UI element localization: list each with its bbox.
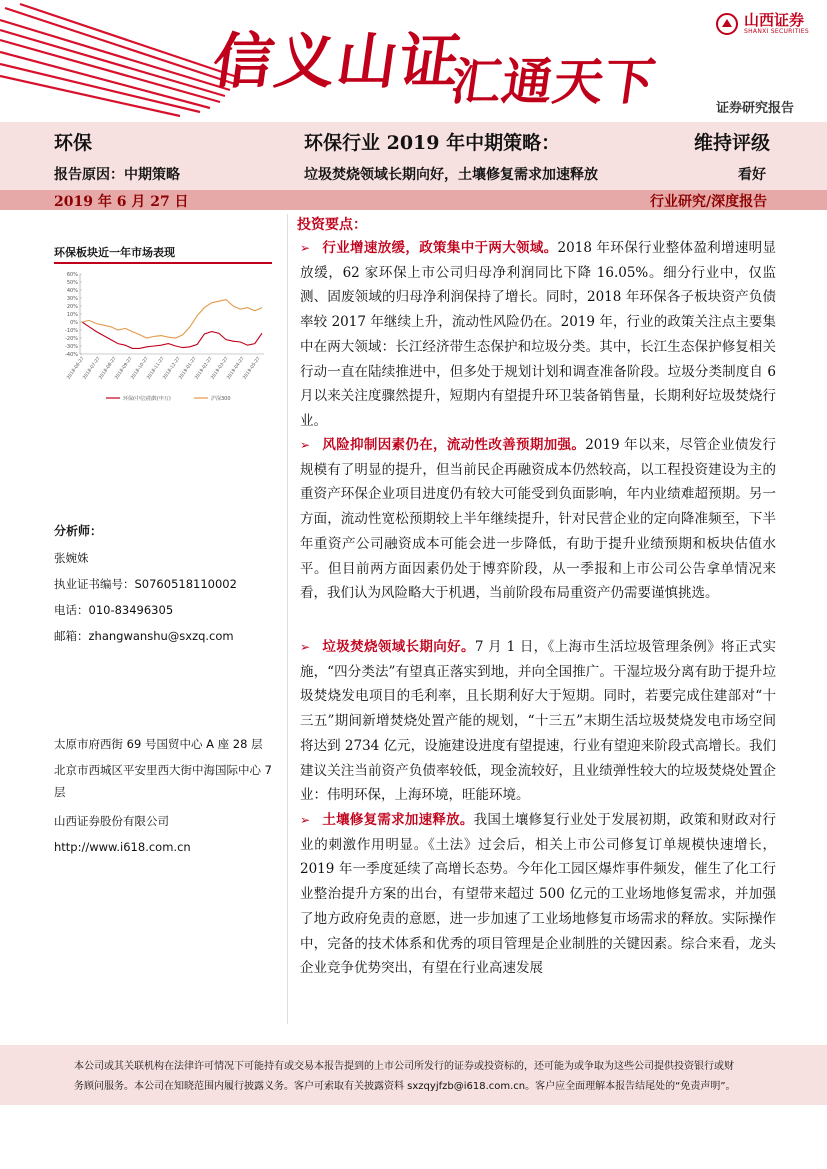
company-url[interactable]: http://www.i618.com.cn (54, 840, 191, 854)
arrow-bullet-icon: ➢ (300, 640, 311, 654)
disclaimer-line-2: 务顾问服务。本公司在知晓范围内履行披露义务。客户可索取有关披露资料 sxzqyjfzb@i618.com.cn。客户应全面理解本报告结尾处的“免责声明”。 (74, 1081, 736, 1092)
y-tick-label: -20% (65, 336, 78, 342)
disclaimer (74, 1057, 774, 1097)
highlight-point-1 (300, 236, 776, 434)
report-type: 证券研究报告 (716, 101, 795, 116)
arrow-bullet-icon: ➢ (300, 813, 311, 827)
point-lead: 行业增速放缓，政策集中于两大领域。 (322, 240, 558, 256)
x-tick-label: 2019-01-27 (178, 356, 198, 381)
highlight-point-2 (300, 433, 776, 606)
address-taiyuan: 太原市府西街 69 号国贸中心 A 座 28 层 (54, 737, 263, 751)
x-tick-label: 2019-03-27 (210, 356, 230, 381)
x-tick-label: 2018-11-27 (146, 356, 166, 381)
x-tick-label: 2018-09-27 (114, 356, 134, 381)
report-reason: 报告原因：中期策略 (54, 167, 180, 183)
x-tick-label: 2018-10-27 (130, 356, 150, 381)
series-line-2 (82, 300, 262, 338)
report-date: 2019 年 6 月 27 日 (54, 194, 189, 210)
company-name: 山西证券股份有限公司 (54, 814, 169, 828)
disclaimer-line-1: 本公司或其关联机构在法律许可情况下可能持有或交易本报告提到的上市公司所发行的证券或投资标的，还可能为或争取为这些公司提供投资银行或财 (74, 1061, 734, 1072)
y-tick-label: 60% (66, 272, 78, 278)
point-text: 2019 年以来，尽管企业债发行规模有了明显的提升，但当前民企再融资成本仍然较高，以工程投资建设为主的重资产环保企业项目进度仍有较大可能受到负面影响，年内业绩难超预期。另一方面，流动性宽松预期较上半年继续提升，针对民营企业的定向降准频至，下半年重资产公司融资成本可能会进一步降低，有助于提升业绩预期和板块估值水平。但目前两方面因素仍处于博弈阶段，从一季报和上市公司公告拿单情况来看，我们认为风险略大于机遇，当前阶段布局重资产仍需要谨慎挑选。 (300, 437, 776, 602)
analyst-heading: 分析师： (54, 524, 103, 538)
point-lead: 土壤修复需求加速释放。 (322, 812, 474, 828)
slogan-part2: 汇通天下 (447, 53, 660, 111)
y-tick-label: -40% (65, 352, 78, 358)
investment-highlights-heading: 投资要点： (297, 217, 367, 233)
point-lead: 垃圾焚烧领域长期向好。 (322, 639, 475, 655)
legend-label: 环保(中信)指数(申万) (123, 396, 171, 402)
chart-title: 环保板块近一年市场表现 (54, 246, 175, 259)
x-tick-label: 2018-07-27 (82, 356, 102, 381)
sector-label: 环保 (54, 132, 93, 154)
y-tick-label: -30% (65, 344, 78, 350)
y-tick-label: 30% (66, 296, 78, 302)
y-tick-label: 20% (66, 304, 78, 310)
slogan-part1: 信义山证 (208, 27, 467, 97)
report-subtitle: 垃圾焚烧领域长期向好，土壤修复需求加速释放 (304, 167, 598, 183)
y-tick-label: 10% (66, 312, 78, 318)
market-performance-chart (54, 268, 272, 410)
x-tick-label: 2018-12-27 (162, 356, 182, 381)
analyst-cert: 执业证书编号：S0760518110002 (54, 577, 237, 591)
company-logo (716, 12, 809, 35)
legend-label: 沪深300 (211, 396, 231, 402)
y-tick-label: -10% (65, 328, 78, 334)
highlight-point-3 (300, 635, 776, 808)
y-tick-label: 40% (66, 288, 78, 294)
x-tick-label: 2019-02-27 (194, 356, 214, 381)
point-lead: 风险抑制因素仍在，流动性改善预期加强。 (322, 437, 586, 453)
top-banner (0, 0, 827, 122)
analyst-name: 张婉姝 (54, 551, 89, 565)
arrow-bullet-icon: ➢ (300, 438, 311, 452)
point-text: 我国土壤修复行业处于发展初期，政策和财政对行业的刺激作用明显。《土法》过会后，相关上市公司修复订单规模快速增长，2019 年一季度延续了高增长态势。今年化工园区爆炸事件频发，催生了化工行业整治提升方案的出台，有望带来超过 500 亿元的工业场地修复需求，并加强了地方政府免责的意愿，进一步加速了工业场地修复市场需求的释放。实际操作中，完备的技术体系和优秀的项目管理是企业制胜的关键因素。综合来看，龙头企业竞争优势突出，有望在行业高速发展 (300, 812, 777, 977)
x-tick-label: 2018-06-27 (66, 356, 86, 381)
report-category: 行业研究/深度报告 (650, 194, 768, 210)
x-tick-label: 2018-08-27 (98, 356, 118, 381)
x-tick-label: 2019-05-27 (242, 356, 262, 381)
address-beijing: 北京市西城区平安里西大街中海国际中心 7 层 (54, 763, 272, 799)
y-tick-label: 0% (70, 320, 78, 326)
arrow-bullet-icon: ➢ (300, 241, 311, 255)
logo-icon (716, 13, 738, 35)
point-text: 7 月 1 日，《上海市生活垃圾管理条例》将正式实施，“四分类法”有望真正落实到地，并向全国推广。干湿垃圾分离有助于提升垃圾焚烧发电项目的毛利率，且长期利好大于短期。同时，若要完成住建部对“十三五”期间新增焚烧处置产能的规划，“十三五”末期生活垃圾焚烧发电市场空间将达到 2734 亿元，设施建设进度有望提速，行业有望迎来阶段式高增长。我们建议关注当前资产负债率较低，现金流较好，且业绩弹性较大的垃圾焚烧处置企业：伟明环保，上海环境，旺能环境。 (300, 639, 776, 804)
logo-name-cn: 山西证券 (744, 11, 805, 29)
y-tick-label: 50% (66, 280, 78, 286)
analyst-phone: 电话：010-83496305 (54, 603, 174, 617)
chart-title-rule (54, 262, 272, 264)
report-title: 环保行业 2019 年中期策略： (304, 132, 561, 154)
point-text: 2018 年环保行业整体盈利增速明显放缓，62 家环保上市公司归母净利润同比下降 16.05%。细分行业中，仅监测、固废领域的归母净利润保持了增长。同时，2018 年环保各子板块资产负债率较 2017 年继续上升，流动性风险仍在。2019 年，行业的政策关注点主要集中在两大领域：长江经济带生态保护和垃圾分类。其中，长江生态保护修复相关行动一直在陆续推进中，但多处于规划计划和调查准备阶段。垃圾分类制度自 6 月以来关注度骤然提升，短期内有望提升环卫装备销售量，长期利好垃圾焚烧行业。 (300, 240, 777, 429)
rating-value: 看好 (738, 167, 766, 183)
analyst-email[interactable]: 邮箱：zhangwanshu@sxzq.com (54, 629, 234, 643)
x-tick-label: 2019-04-27 (226, 356, 246, 381)
logo-name-en: SHANXI SECURITIES (744, 28, 809, 35)
rating-label: 维持评级 (694, 132, 771, 154)
column-divider (287, 214, 288, 1024)
highlight-point-4 (300, 808, 776, 981)
